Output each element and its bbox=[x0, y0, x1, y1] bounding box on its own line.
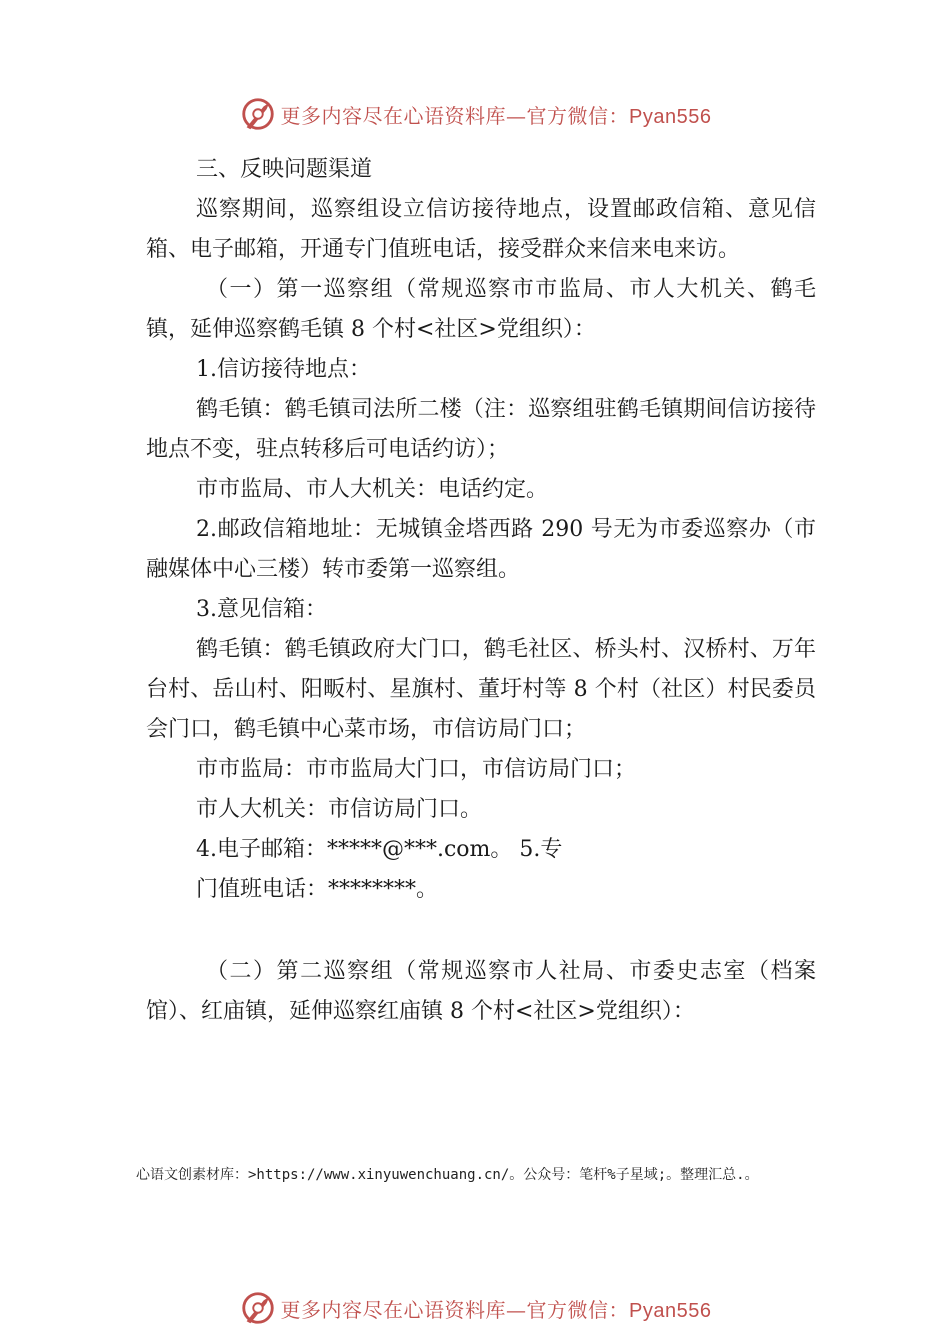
pen-logo-icon bbox=[239, 95, 277, 133]
paragraph-gap bbox=[146, 910, 816, 952]
banner-text-wechat: Pyan556 bbox=[629, 1299, 712, 1322]
banner-text-cn: 更多内容尽在心语资料库—官方微信： bbox=[280, 103, 630, 128]
banner-text-wechat: Pyan556 bbox=[629, 105, 712, 128]
section-heading: 三、反映问题渠道 bbox=[196, 157, 373, 182]
watermark-banner-bottom bbox=[0, 1286, 950, 1330]
item3-title: 3.意见信箱： bbox=[196, 597, 327, 622]
banner-text-cn: 更多内容尽在心语资料库—官方微信： bbox=[280, 1297, 630, 1322]
source-note: 心语文创素材库：>https://www.xinyuwenchuang.cn/。公众号：笔杆%子星域;。整理汇总.。 bbox=[136, 1167, 759, 1183]
item5-continuation: 门值班电话：********。 bbox=[196, 877, 439, 902]
item3-line2: 市市监局：市市监局大门口，市信访局门口； bbox=[196, 757, 637, 782]
item1-title: 1.信访接待地点： bbox=[196, 357, 371, 382]
banner-text bbox=[281, 1294, 712, 1323]
item1-line2: 市市监局、市人大机关：电话约定。 bbox=[196, 477, 549, 502]
item3-line1: 鹤毛镇：鹤毛镇政府大门口，鹤毛社区、桥头村、汉桥村、万年台村、岳山村、阳畈村、星旗村、董圩村等 8 个村（社区）村民委员会门口，鹤毛镇中心菜市场，市信访局门口； bbox=[146, 637, 816, 742]
item4-5-line: 4.电子邮箱：*****@***.com。 5.专 bbox=[196, 837, 563, 862]
group1-title: （一）第一巡察组（常规巡察市市监局、市人大机关、鹤毛镇，延伸巡察鹤毛镇 8 个村<社区>党组织）： bbox=[146, 277, 816, 342]
item3-line3: 市人大机关：市信访局门口。 bbox=[196, 797, 483, 822]
watermark-banner-top bbox=[0, 92, 950, 136]
group2-title: （二）第二巡察组（常规巡察市人社局、市委史志室（档案馆）、红庙镇，延伸巡察红庙镇 8 个村<社区>党组织）： bbox=[146, 959, 816, 1024]
intro-paragraph: 巡察期间，巡察组设立信访接待地点，设置邮政信箱、意见信箱、电子邮箱，开通专门值班电话，接受群众来信来电来访。 bbox=[146, 197, 816, 262]
item1-line1: 鹤毛镇：鹤毛镇司法所二楼（注：巡察组驻鹤毛镇期间信访接待地点不变，驻点转移后可电话约访）； bbox=[146, 397, 816, 462]
item2-paragraph: 2.邮政信箱地址：无城镇金塔西路 290 号无为市委巡察办（市融媒体中心三楼）转市委第一巡察组。 bbox=[146, 517, 816, 582]
document-body bbox=[146, 150, 816, 1032]
banner-text bbox=[281, 100, 712, 129]
pen-logo-icon bbox=[239, 1289, 277, 1327]
